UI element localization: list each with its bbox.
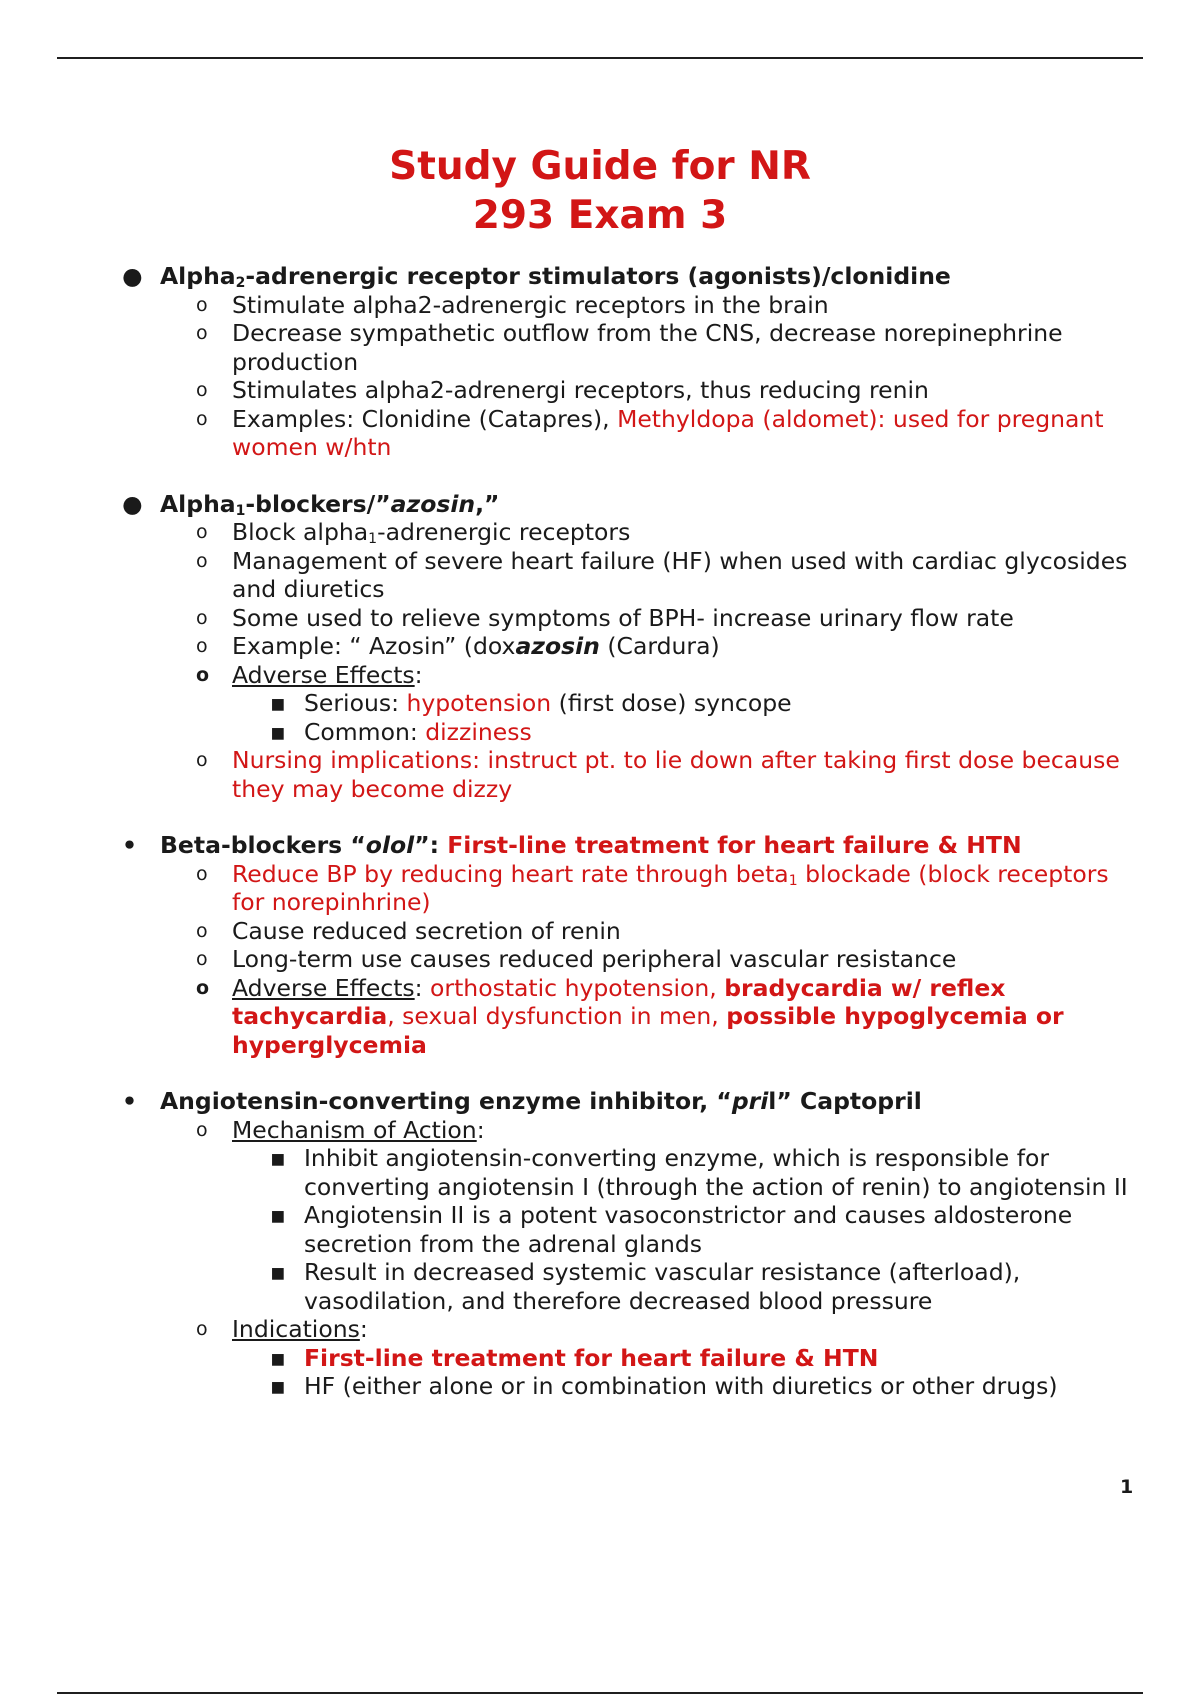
list-subitem: ▪ HF (either alone or in combination with diuretics or other drugs) bbox=[270, 1372, 1058, 1400]
list-item: o Long-term use causes reduced peripheral vascular resistance bbox=[196, 945, 957, 973]
bullet-icon: • bbox=[122, 831, 138, 859]
list-item-indications: o Indications: bbox=[196, 1315, 368, 1343]
list-subitem: ▪ Serious: hypotension (first dose) syncope bbox=[270, 689, 792, 717]
list-item: o Nursing implications: instruct pt. to lie down after taking first dose because they may become dizzy bbox=[196, 746, 1120, 803]
top-rule bbox=[57, 57, 1143, 59]
list-item: o Examples: Clonidine (Catapres), Methyldopa (aldomet): used for pregnant women w/htn bbox=[196, 404, 1104, 461]
section-ace-inhibitors bbox=[118, 1087, 1148, 1401]
title-line-1: Study Guide for NR bbox=[389, 144, 811, 189]
list-subitem: ▪ First-line treatment for heart failure & HTN bbox=[270, 1343, 879, 1372]
section-heading: Angiotensin-converting enzyme inhibitor, “pril” Captopril bbox=[160, 1087, 922, 1115]
list-item-mechanism: o Mechanism of Action: bbox=[196, 1115, 485, 1144]
section-beta-blockers bbox=[118, 831, 1148, 1059]
list-item: o Cause reduced secretion of renin bbox=[196, 916, 621, 945]
bullet-icon: • bbox=[122, 1087, 138, 1115]
bullet-icon: ● bbox=[122, 262, 143, 290]
list-item: o Example: “ Azosin” (doxazosin (Cardura) bbox=[196, 632, 720, 660]
title-line-2: 293 Exam 3 bbox=[472, 193, 728, 238]
study-guide-content bbox=[118, 262, 1148, 1429]
page-number: 1 bbox=[1120, 1476, 1134, 1498]
bottom-rule bbox=[57, 1692, 1143, 1694]
list-item: o Reduce BP by reducing heart rate through beta1 blockade (block receptors for norepinhrine) bbox=[196, 859, 1109, 916]
list-item: o Management of severe heart failure (HF) when used with cardiac glycosides and diuretics bbox=[196, 546, 1128, 603]
list-item-adverse-effects: o Adverse Effects: bbox=[196, 660, 423, 689]
section-alpha2-agonists bbox=[118, 262, 1148, 462]
list-item: o Stimulate alpha2-adrenergic receptors in the brain bbox=[196, 290, 829, 319]
section-alpha1-blockers bbox=[118, 490, 1148, 804]
list-item: o Block alpha1-adrenergic receptors bbox=[196, 518, 631, 547]
page-title bbox=[0, 142, 1200, 240]
list-subitem: ▪ Inhibit angiotensin-converting enzyme, which is responsible for converting angiotensin I (through the action of renin) to angiotensin II bbox=[270, 1144, 1128, 1201]
list-item: o Decrease sympathetic outflow from the CNS, decrease norepinephrine production bbox=[196, 319, 1063, 376]
list-subitem: ▪ Common: dizziness bbox=[270, 717, 532, 746]
section-heading: Beta-blockers “olol”: First-line treatment for heart failure & HTN bbox=[160, 831, 1022, 859]
section-heading: Alpha2-adrenergic receptor stimulators (agonists)/clonidine bbox=[160, 262, 951, 291]
list-item: o Some used to relieve symptoms of BPH- increase urinary flow rate bbox=[196, 603, 1014, 632]
bullet-icon: ● bbox=[122, 489, 143, 518]
list-subitem: ▪ Angiotensin II is a potent vasoconstrictor and causes aldosterone secretion from the adrenal glands bbox=[270, 1201, 1073, 1258]
list-item-adverse-effects: o Adverse Effects: orthostatic hypotension, bradycardia w/ reflex tachycardia, sexual dysfunction in men, possible hypoglycemia or hyperglycemia bbox=[196, 973, 1064, 1059]
section-heading: Alpha1-blockers/”azosin,” bbox=[160, 489, 500, 519]
list-item: o Stimulates alpha2-adrenergi receptors, thus reducing renin bbox=[196, 376, 929, 404]
list-subitem: ▪ Result in decreased systemic vascular resistance (afterload), vasodilation, and therefore decreased blood pressure bbox=[270, 1258, 1021, 1315]
